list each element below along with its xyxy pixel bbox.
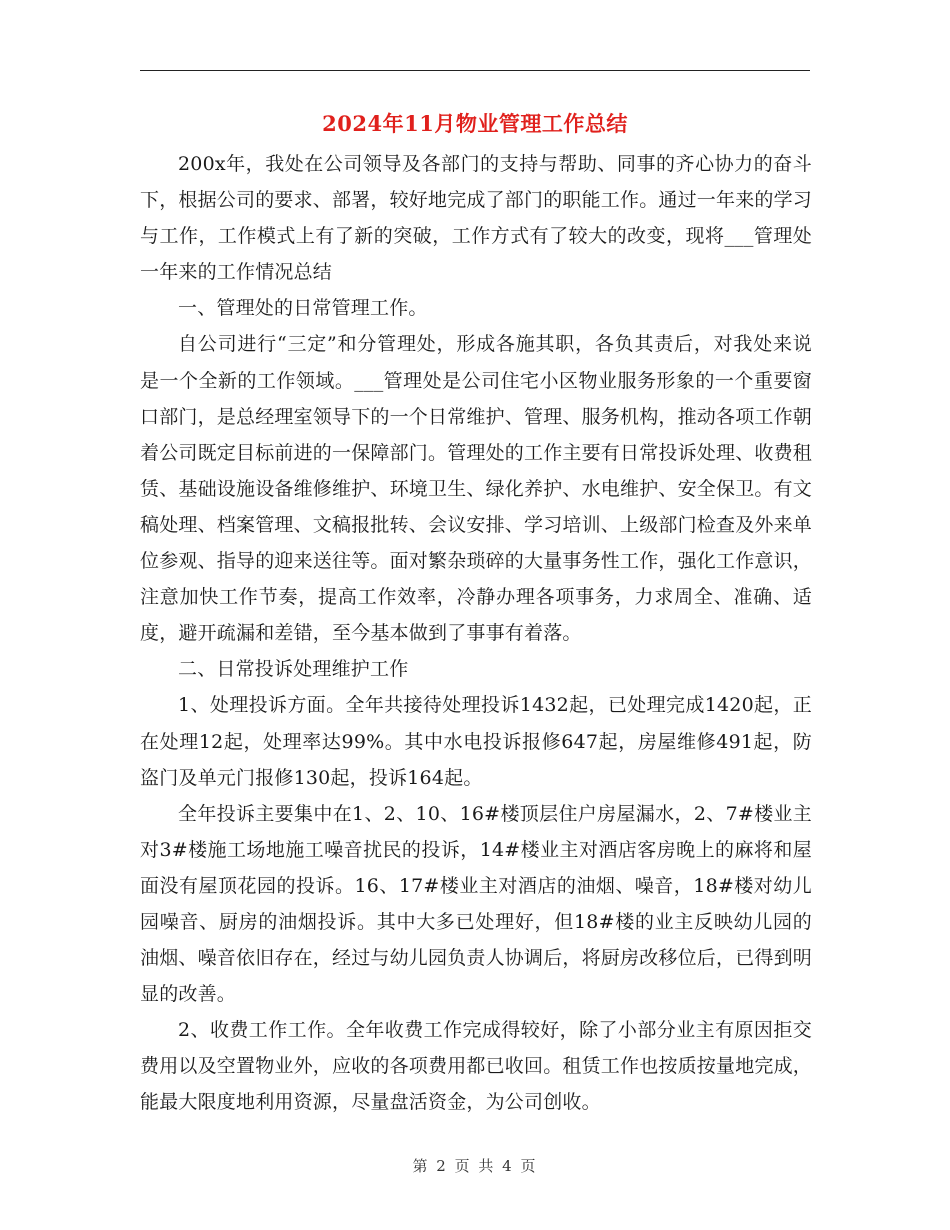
- section-heading-daily-management: 一、管理处的日常管理工作。: [178, 297, 428, 320]
- daily-management-paragraph: 自公司进行“三定”和分管理处，形成各施其职，各负其责后，对我处来说是一个全新的工作领域。___管理处是公司住宅小区物业服务形象的一个重要窗口部门，是总经理室领导下的一个日常维护、管理、服务机构，推动各项工作朝着公司既定目标前进的一保障部门。管理处的工作主要有日常投诉处理、收费租赁、基础设施设备维修维护、环境卫生、绿化养护、水电维护、安全保卫。有文稿处理、档案管理、文稿报批转、会议安排、学习培训、上级部门检查及外来单位参观、指导的迎来送往等。面对繁杂琐碎的大量事务性工作，强化工作意识，注意加快工作节奏，提高工作效率，冷静办理各项事务，力求周全、准确、适度，避开疏漏和差错，至今基本做到了事事有着落。: [140, 333, 813, 645]
- document-title: 2024年11月物业管理工作总结: [322, 111, 628, 136]
- complaint-details-paragraph: 全年投诉主要集中在1、2、10、16#楼顶层住户房屋漏水，2、7#楼业主对3#楼施工场地施工噪音扰民的投诉，14#楼业主对酒店客房晚上的麻将和屋面没有屋顶花园的投诉。16、17#楼业主对酒店的油烟、噪音，18#楼对幼儿园噪音、厨房的油烟投诉。其中大多已处理好，但18#楼的业主反映幼儿园的油烟、噪音依旧存在，经过与幼儿园负责人协调后，将厨房改移位后，已得到明显的改善。: [140, 802, 813, 1006]
- complaint-handling-paragraph: 1、处理投诉方面。全年共接待处理投诉1432起，已处理完成1420起，正在处理12起，处理率达99%。其中水电投诉报修647起，房屋维修491起，防盗门及单元门报修130起，投诉164起。: [140, 694, 812, 789]
- fee-collection-paragraph: 2、收费工作工作。全年收费工作完成得较好，除了小部分业主有原因拒交费用以及空置物业外，应收的各项费用都已收回。租赁工作也按质按量地完成，能最大限度地利用资源，尽量盘活资金，为公司创收。: [140, 1019, 813, 1114]
- document-body: [140, 146, 812, 1121]
- header-rule: [140, 70, 810, 71]
- section-heading-complaints: 二、日常投诉处理维护工作: [178, 658, 409, 681]
- page-number: 第 2 页 共 4 页: [412, 1157, 538, 1175]
- intro-paragraph: 200x年，我处在公司领导及各部门的支持与帮助、同事的齐心协力的奋斗下，根据公司的要求、部署，较好地完成了部门的职能工作。通过一年来的学习与工作，工作模式上有了新的突破，工作方式有了较大的改变，现将___管理处一年来的工作情况总结: [140, 153, 813, 284]
